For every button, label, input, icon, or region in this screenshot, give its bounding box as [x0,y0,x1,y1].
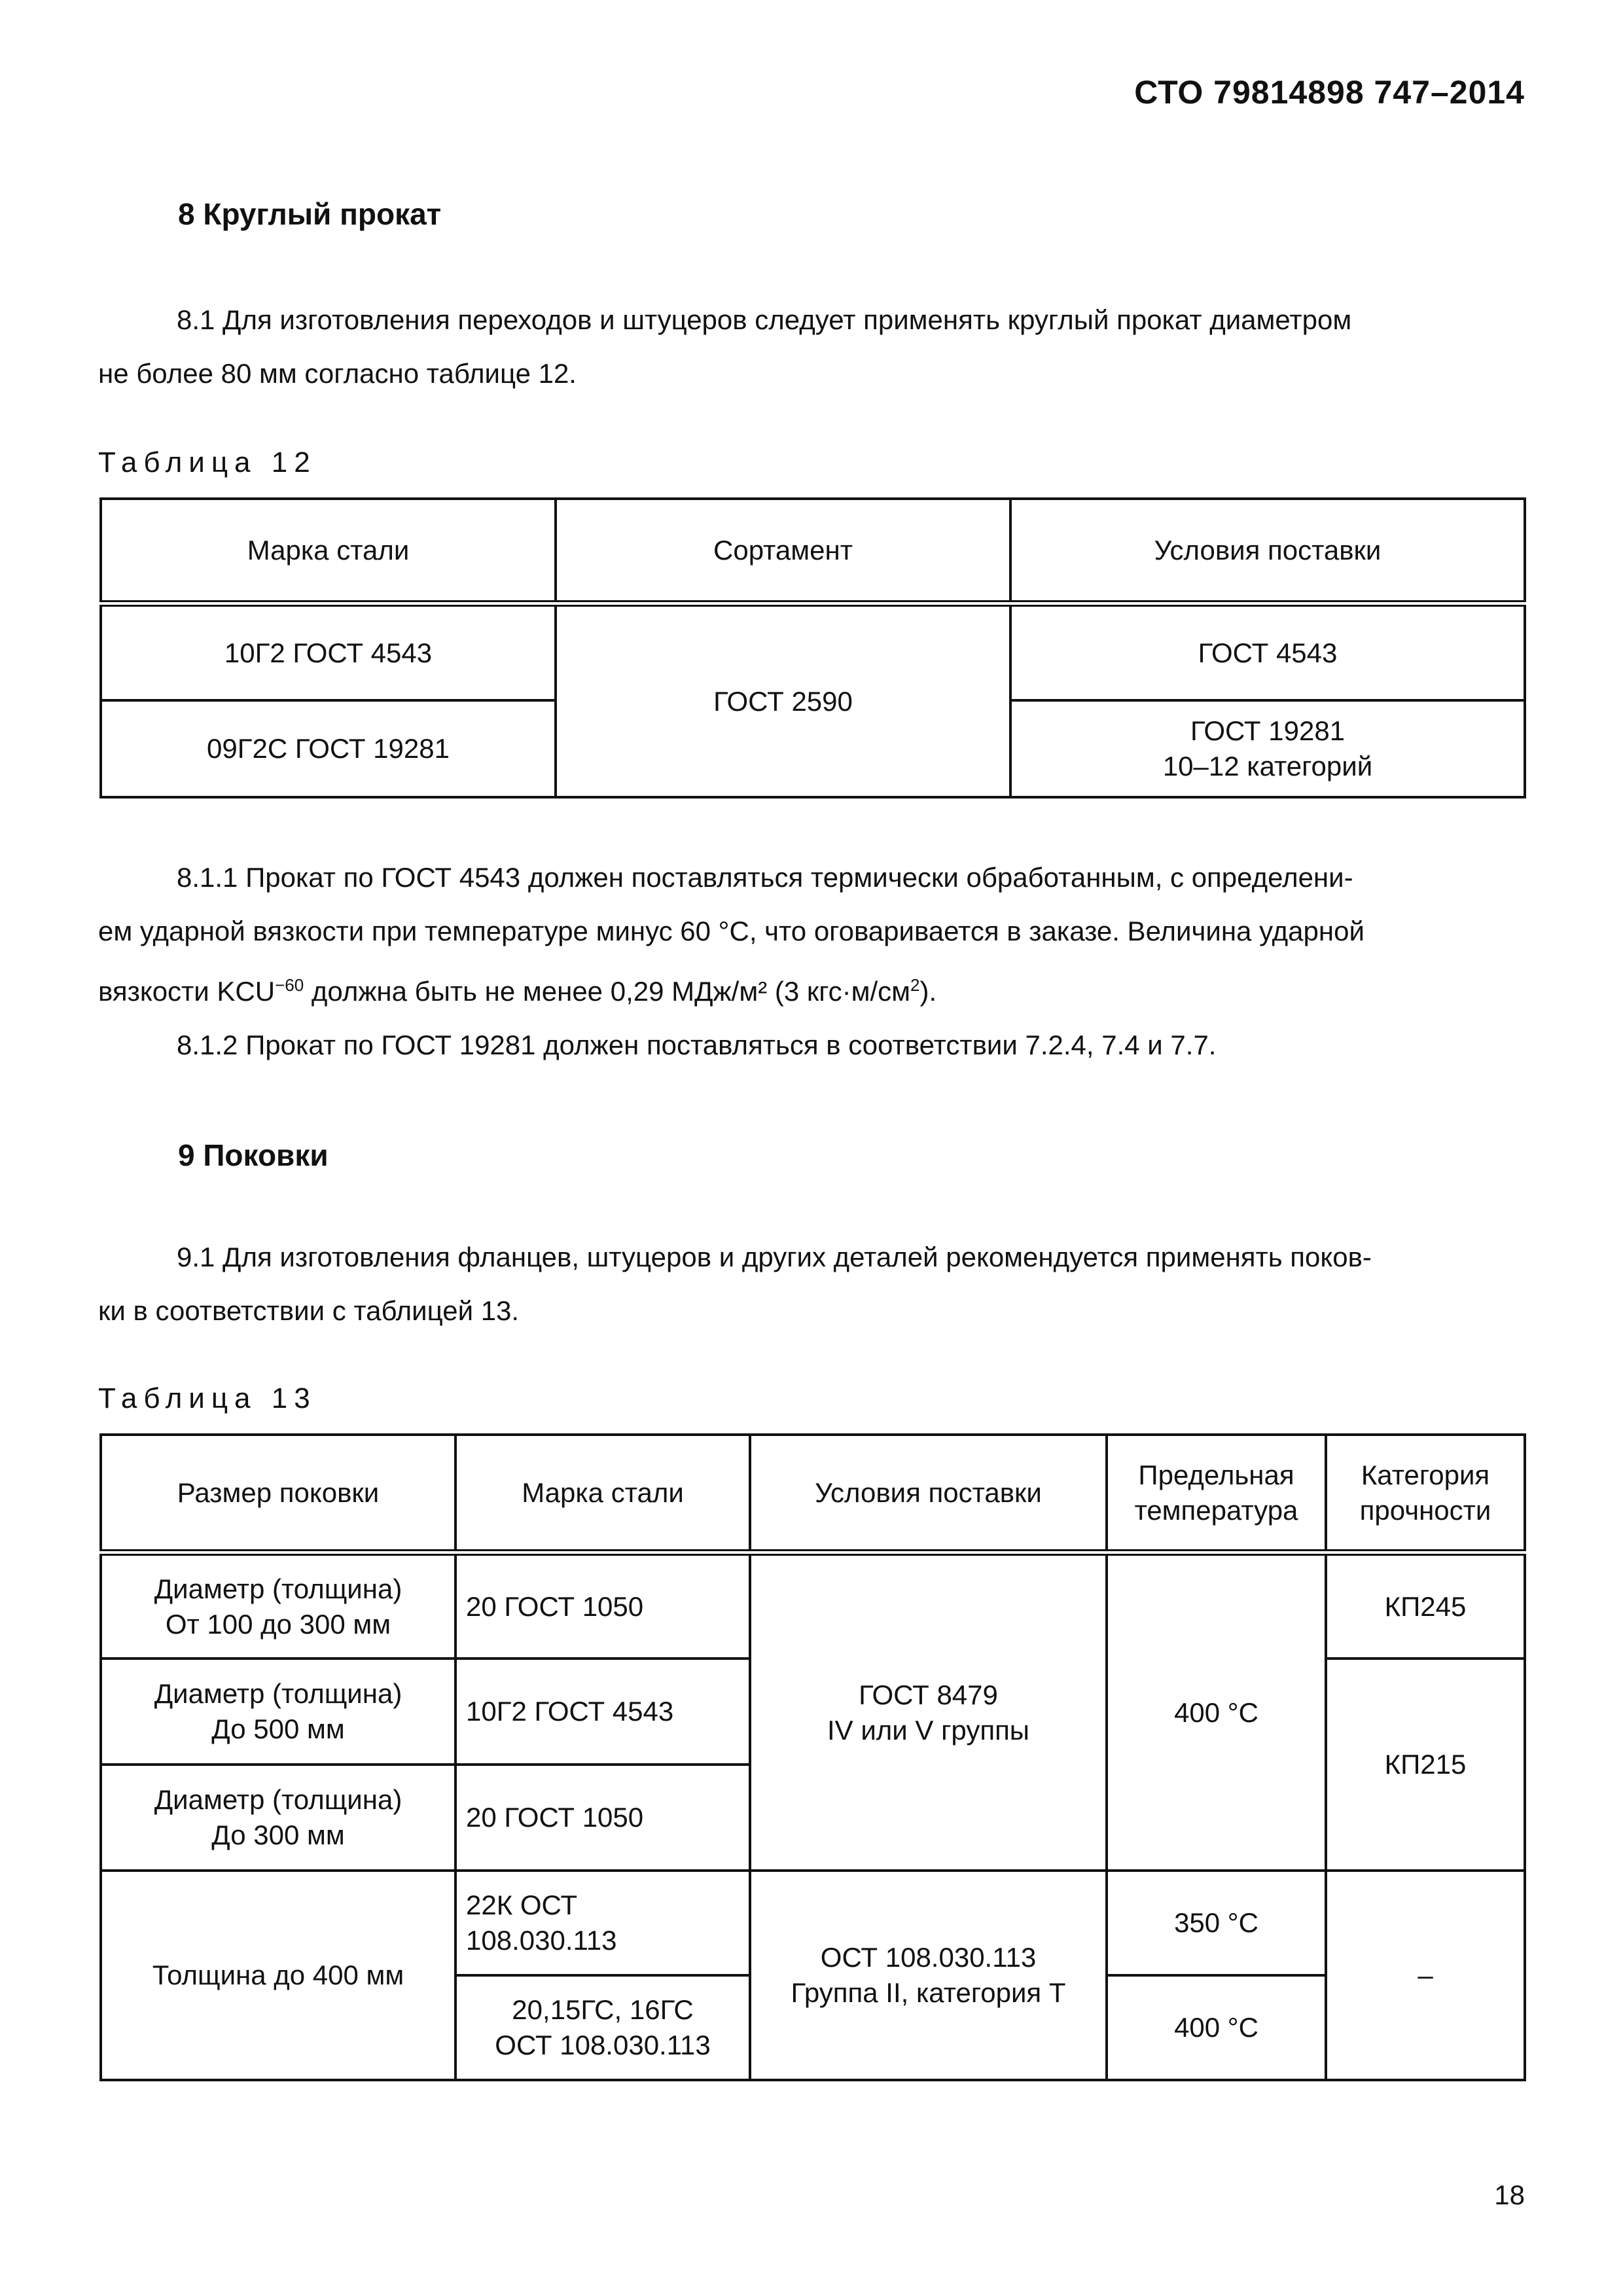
text-span: ). [919,976,937,1007]
table-12-cell-line: 10–12 категорий [1162,751,1373,781]
cell-line: До 300 мм [211,1820,345,1850]
table-12-cell [1010,700,1525,797]
cell-line: 20,15ГС, 16ГС [512,1994,694,2025]
table-12-cell: ГОСТ 2590 [556,603,1010,797]
table-13-cell: 20 ГОСТ 1050 [455,1552,750,1659]
table-13 [99,1433,1526,2081]
table-13-cell: – [1326,1871,1525,2080]
table-12 [99,497,1526,798]
header-line: прочности [1359,1494,1491,1526]
header-line: Предельная [1138,1459,1294,1490]
table-13-cell: 20 ГОСТ 1050 [455,1765,750,1871]
paragraph-8-1-line2: не более 80 мм согласно таблице 12. [98,358,577,389]
table-13-header-grade: Марка стали [455,1435,750,1552]
paragraph-9-1-line2: ки в соответствии с таблицей 13. [98,1295,520,1326]
table-12-header-supply: Условия поставки [1010,499,1525,603]
table-13-header-category [1326,1435,1525,1552]
paragraph-8-1-1 [98,851,1525,1072]
table-13-cell [455,1975,750,2080]
table-13-cell [101,1552,455,1659]
cell-line: Диаметр (толщина) [154,1573,402,1604]
cell-line: ОСТ 108.030.113 [495,2030,711,2060]
cell-line: ГОСТ 8479 [859,1679,998,1710]
text-span: должна быть не менее 0,29 МДж/м² (3 кгс·м/см [304,976,911,1007]
page-number: 18 [1494,2179,1525,2210]
cell-line: Группа II, категория Т [791,1977,1066,2008]
paragraph-8-1-2: 8.1.2 Прокат по ГОСТ 19281 должен поставляться в соответствии 7.2.4, 7.4 и 7.7. [177,1030,1217,1060]
cell-line: До 500 мм [211,1713,345,1744]
table-13-cell: Толщина до 400 мм [101,1871,455,2080]
table-13-cell: 400 °С [1107,1975,1326,2080]
paragraph-8-1-1-line2: ем ударной вязкости при температуре минус 60 °С, что оговаривается в заказе. Величина ударной [98,916,1364,946]
table-13-cell [101,1765,455,1871]
cell-line: 22К ОСТ [466,1890,578,1920]
cell-line: IV или V группы [827,1714,1029,1746]
cell-line: От 100 до 300 мм [165,1608,391,1640]
header-line: Категория [1361,1459,1490,1490]
table-13-cell [101,1659,455,1765]
header-line: температура [1134,1494,1298,1526]
table-12-cell-line: ГОСТ 19281 [1190,715,1346,746]
table-13-cell: КП215 [1326,1659,1525,1871]
table-12-cell: 10Г2 ГОСТ 4543 [101,603,556,700]
cell-line: ОСТ 108.030.113 [820,1942,1037,1973]
table-13-header-temperature [1107,1435,1326,1552]
document-code: СТО 79814898 747–2014 [1134,74,1525,111]
table-13-cell [750,1552,1107,1871]
cell-line: 108.030.113 [466,1925,617,1956]
paragraph-8-1-line1: 8.1 Для изготовления переходов и штуцеров следует применять круглый прокат диаметром [177,304,1352,335]
cell-line: Диаметр (толщина) [154,1678,402,1709]
section-8-title: 8 Круглый прокат [178,197,442,231]
table-12-cell: ГОСТ 4543 [1010,603,1525,700]
table-12-header-sortament: Сортамент [556,499,1010,603]
table-13-cell [750,1871,1107,2080]
paragraph-9-1-line1: 9.1 Для изготовления фланцев, штуцеров и других деталей рекомендуется применять поков- [177,1242,1372,1272]
table-13-header-supply: Условия поставки [750,1435,1107,1552]
table-13-header-size: Размер поковки [101,1435,455,1552]
table-12-caption: Таблица 12 [98,446,317,478]
superscript: 2 [910,975,920,995]
paragraph-8-1 [98,293,1525,401]
table-13-caption: Таблица 13 [98,1382,317,1414]
superscript: −60 [275,975,304,995]
table-13-cell: 10Г2 ГОСТ 4543 [455,1659,750,1765]
cell-line: Диаметр (толщина) [154,1784,402,1815]
paragraph-8-1-1-line3 [98,958,1525,1018]
paragraph-8-1-1-line1: 8.1.1 Прокат по ГОСТ 4543 должен поставляться термически обработанным, с определени- [177,862,1353,893]
table-13-cell [455,1871,750,1975]
table-13-cell: 350 °С [1107,1871,1326,1975]
table-13-cell: КП245 [1326,1552,1525,1659]
text-span: вязкости KCU [98,976,276,1007]
table-12-cell: 09Г2С ГОСТ 19281 [101,700,556,797]
table-13-cell: 400 °С [1107,1552,1326,1871]
section-9-title: 9 Поковки [178,1138,329,1172]
table-12-header-grade: Марка стали [101,499,556,603]
paragraph-9-1 [98,1230,1525,1338]
